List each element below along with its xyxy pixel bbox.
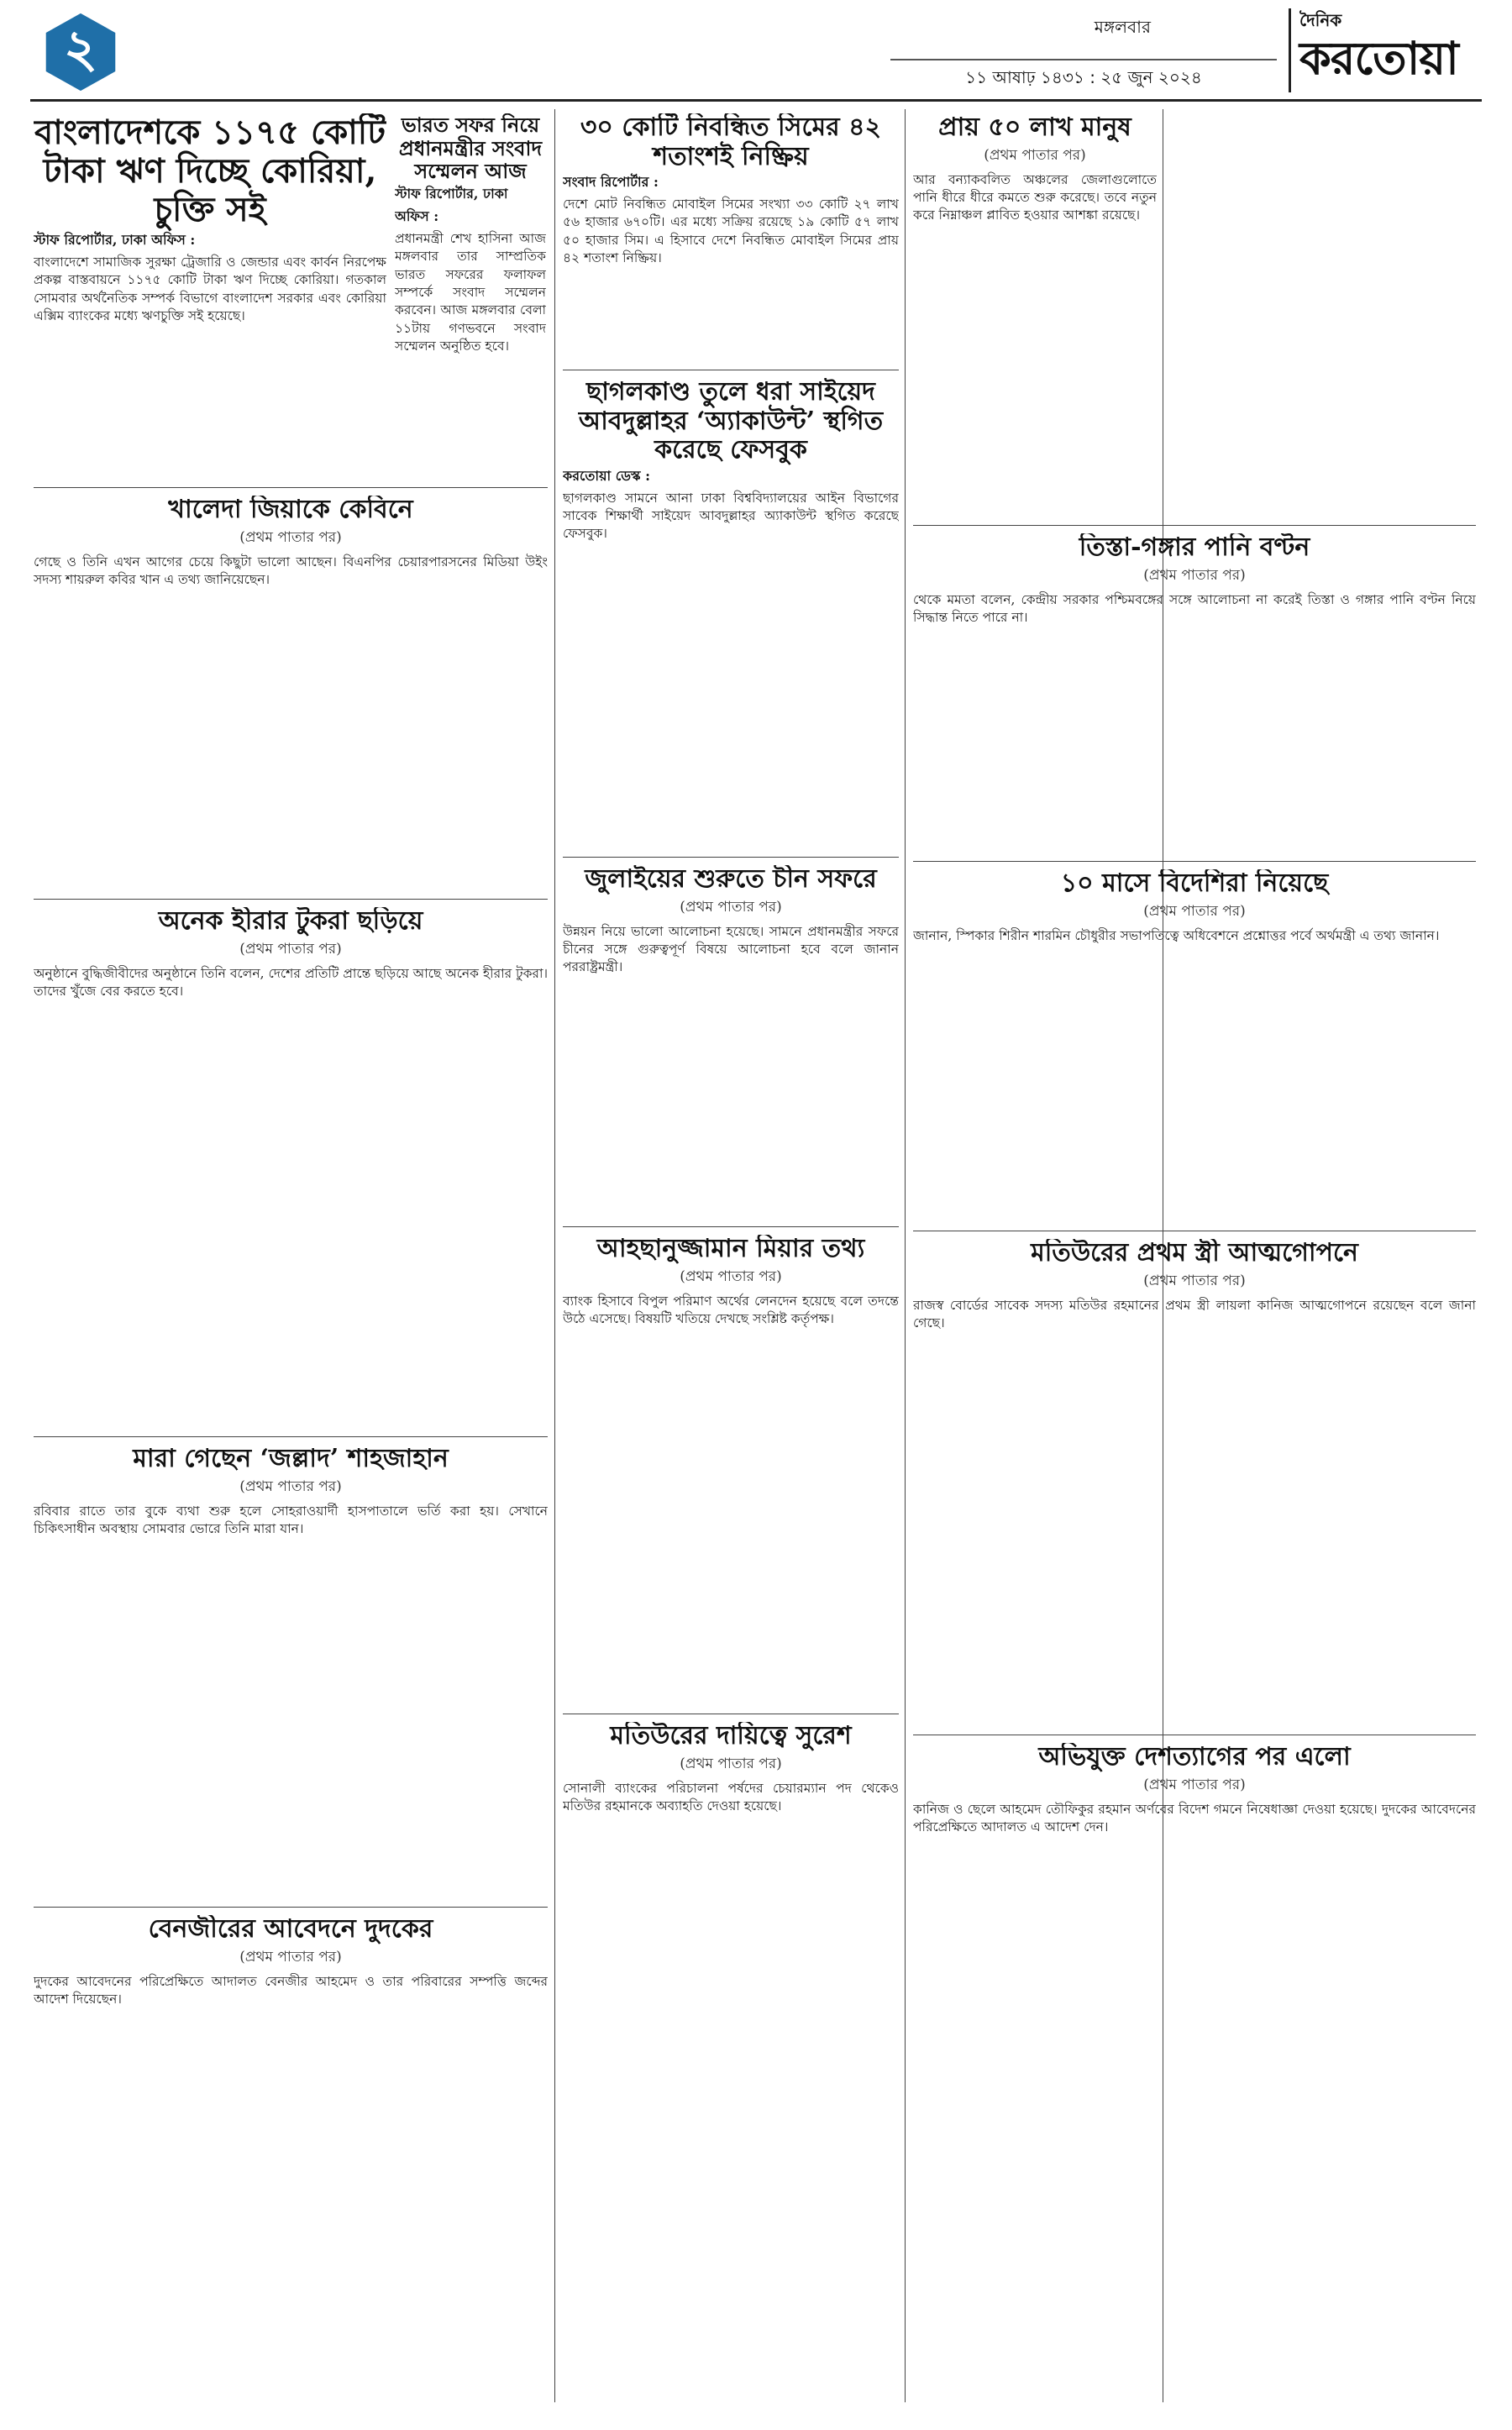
- article-body: রাজস্ব বোর্ডের সাবেক সদস্য মতিউর রহমানের প্রথম স্ত্রী লায়লা কানিজ আত্মগোপনে রয়েছেন বলে জানা গেছে।: [913, 1297, 1476, 1330]
- article-continuation: (প্রথম পাতার পর): [680, 898, 782, 916]
- article-headline: খালেদা জিয়াকে কেবিনে: [168, 496, 413, 524]
- article-body: রবিবার রাতে তার বুকে ব্যথা শুরু হলে সোহরাওয়ার্দী হাসপাতালে ভর্তি করা হয়। সেখানে চিকিৎসাধীন অবস্থায় সোমবার ভোরে তিনি মারা যান।: [34, 1503, 548, 1536]
- article-motiur-duty[interactable]: [563, 1722, 899, 2402]
- section-rule: [913, 525, 1476, 526]
- logo-small-text: দৈনিক: [1299, 10, 1342, 30]
- article-continuation: (প্রথম পাতার পর): [680, 1267, 782, 1285]
- header-day: মঙ্গলবার: [1094, 17, 1151, 37]
- article-body: বাংলাদেশে সামাজিক সুরক্ষা ট্রেজারি ও জেন্ডার এবং কার্বন নিরপেক্ষ প্রকল্প বাস্তবায়নে ১১৭৫ কোটি টাকা ঋণ দিচ্ছে কোরিয়া। গতকাল সোমবার অর্থনৈতিক সম্পর্ক বিভাগে বাংলাদেশ সরকার এবং কোরিয়া এক্সিম ব্যাংকের মধ্যে ঋণচুক্তি সই হয়েছে।: [34, 255, 386, 324]
- article-continuation: (প্রথম পাতার পর): [239, 528, 342, 546]
- article-headline: ভারত সফর নিয়ে প্রধানমন্ত্রীর সংবাদ সম্মেলন আজ: [398, 113, 543, 184]
- article-body: ব্যাংক হিসাবে বিপুল পরিমাণ অর্থের লেনদেন হয়েছে বলে তদন্তে উঠে এসেছে। বিষয়টি খতিয়ে দেখছে সংশ্লিষ্ট কর্তৃপক্ষ।: [563, 1293, 899, 1326]
- article-continuation: (প্রথম পাতার পর): [1143, 566, 1246, 584]
- article-accused[interactable]: [913, 1743, 1476, 2402]
- article-fb-account[interactable]: [563, 378, 899, 848]
- section-rule: [34, 1436, 548, 1437]
- article-body: গেছে ও তিনি এখন আগের চেয়ে কিছুটা ভালো আছেন। বিএনপির চেয়ারপারসনের মিডিয়া উইং সদস্য শায়রুল কবির খান এ তথ্য জানিয়েছেন।: [34, 554, 548, 587]
- article-china-visit[interactable]: [563, 865, 899, 1218]
- article-korea-loan[interactable]: [34, 113, 386, 483]
- article-headline: ৩০ কোটি নিবন্ধিত সিমের ৪২ শতাংশই নিষ্ক্রিয়: [580, 113, 882, 171]
- article-body: সোনালী ব্যাংকের পরিচালনা পর্ষদের চেয়ারম্যান পদ থেকেও মতিউর রহমানকে অব্যাহতি দেওয়া হয়েছে।: [563, 1780, 899, 1813]
- article-headline: অভিযুক্ত দেশত্যাগের পর এলো: [1038, 1743, 1351, 1771]
- article-continuation: (প্রথম পাতার পর): [239, 1948, 342, 1966]
- article-headline: জুলাইয়ের শুরুতে চীন সফরে: [585, 865, 877, 894]
- section-rule: [34, 899, 548, 900]
- article-body: জানান, স্পিকার শিরীন শারমিন চৌধুরীর সভাপতিত্বে অধিবেশনে প্রশ্নোত্তর পর্বে অর্থমন্ত্রী এ তথ্য জানান।: [913, 927, 1440, 943]
- article-body: উন্নয়ন নিয়ে ভালো আলোচনা হয়েছে। সামনে প্রধানমন্ত্রীর সফরে চীনের সঙ্গে গুরুত্বপূর্ণ বিষয়ে আলোচনা হবে বলে জানান পররাষ্ট্রমন্ত্রী।: [563, 923, 899, 975]
- article-body: ছাগলকাণ্ড সামনে আনা ঢাকা বিশ্ববিদ্যালয়ের আইন বিভাগের সাবেক শিক্ষার্থী সাইয়েদ আবদুল্লাহর অ্যাকাউন্ট স্থগিত করেছে ফেসবুক।: [563, 490, 899, 542]
- logo-big-text: করতোয়া: [1299, 32, 1458, 85]
- article-headline: অনেক হীরার টুকরা ছড়িয়ে: [158, 907, 423, 936]
- article-byline: করতোয়া ডেস্ক :: [563, 467, 650, 484]
- article-voters[interactable]: [913, 113, 1157, 517]
- header-rule: [30, 99, 1482, 102]
- article-headline: মারা গেছেন ‘জল্লাদ’ শাহজাহান: [133, 1445, 449, 1473]
- article-headline: বাংলাদেশকে ১১৭৫ কোটি টাকা ঋণ দিচ্ছে কোরিয়া, চুক্তি সই: [34, 113, 386, 229]
- section-rule: [34, 1907, 548, 1908]
- article-headline: আহছানুজ্জামান মিয়ার তথ্য: [596, 1235, 865, 1263]
- article-body: আর বন্যাকবলিত অঞ্চলের জেলাগুলোতে পানি ধীরে ধীরে কমতে শুরু করেছে। তবে নতুন করে নিম্নাঞ্চল প্লাবিত হওয়ার আশঙ্কা রয়েছে।: [913, 171, 1157, 223]
- article-body: দেশে মোট নিবন্ধিত মোবাইল সিমের সংখ্যা ৩৩ কোটি ২৭ লাখ ৫৬ হাজার ৬৭০টি। এর মধ্যে সক্রিয় রয়েছে ১৯ কোটি ৫৭ লাখ ৫০ হাজার সিম। এ হিসাবে দেশে নিবন্ধিত মোবাইল সিমের প্রায় ৪২ শতাংশ নিষ্ক্রিয়।: [563, 197, 899, 266]
- article-motiur-wife[interactable]: [913, 1239, 1476, 1726]
- article-body: থেকে মমতা বলেন, কেন্দ্রীয় সরকার পশ্চিমবঙ্গের সঙ্গে আলোচনা না করেই তিস্তা ও গঙ্গার পানি বণ্টন নিয়ে সিদ্ধান্ত নিতে পারে না।: [913, 591, 1476, 625]
- column-divider: [905, 109, 906, 2402]
- article-headline: মতিউরের প্রথম স্ত্রী আত্মগোপনে: [1031, 1239, 1358, 1267]
- article-continuation: (প্রথম পাতার পর): [1143, 1272, 1246, 1289]
- page-number: ২: [63, 17, 98, 79]
- header-date: ১১ আষাঢ় ১৪৩১ : ২৫ জুন ২০২৪: [890, 59, 1277, 93]
- article-body: প্রধানমন্ত্রী শেখ হাসিনা আজ মঙ্গলবার তার সাম্প্রতিক ভারত সফরের ফলাফল সম্পর্কে সংবাদ সম্মেলন করবেন। আজ মঙ্গলবার বেলা ১১টায় গণভবনে সংবাদ সম্মেলন অনুষ্ঠিত হবে।: [395, 230, 546, 354]
- article-sim-inactive[interactable]: [563, 113, 899, 365]
- newspaper-logo[interactable]: [1289, 8, 1482, 92]
- article-continuation: (প্রথম পাতার পর): [1143, 902, 1246, 920]
- page-header: [0, 0, 1512, 99]
- article-headline: মতিউরের দায়িত্বে সুরেশ: [610, 1722, 852, 1750]
- article-diamond[interactable]: [34, 907, 548, 1428]
- article-pm-india[interactable]: [395, 113, 546, 483]
- section-rule: [563, 1226, 899, 1227]
- article-continuation: (প্রথম পাতার পর): [680, 1755, 782, 1772]
- article-byline: স্টাফ রিপোর্টার, ঢাকা অফিস :: [34, 232, 196, 248]
- article-remittance[interactable]: [913, 869, 1476, 1222]
- section-rule: [34, 487, 548, 488]
- article-headline: তিস্তা-গঙ্গার পানি বণ্টন: [1079, 533, 1310, 562]
- article-teesta[interactable]: [913, 533, 1476, 853]
- article-jallad[interactable]: [34, 1445, 548, 1898]
- article-headline: ১০ মাসে বিদেশিরা নিয়েছে: [1060, 869, 1329, 898]
- article-continuation: (প্রথম পাতার পর): [1143, 1776, 1246, 1793]
- section-rule: [563, 857, 899, 858]
- article-continuation: (প্রথম পাতার পর): [239, 1477, 342, 1495]
- article-khaleda[interactable]: [34, 496, 548, 890]
- page-number-badge: [40, 12, 121, 92]
- article-headline: ছাগলকাণ্ড তুলে ধরা সাইয়েদ আবদুল্লাহর ‘অ্যাকাউন্ট’ স্থগিত করেছে ফেসবুক: [578, 378, 884, 464]
- article-continuation: (প্রথম পাতার পর): [239, 940, 342, 958]
- article-ahsanullah[interactable]: [563, 1235, 899, 1705]
- article-headline: প্রায় ৫০ লাখ মানুষ: [938, 113, 1131, 142]
- section-rule: [913, 861, 1476, 862]
- article-byline: সংবাদ রিপোর্টার :: [563, 174, 659, 190]
- article-body: দুদকের আবেদনের পরিপ্রেক্ষিতে আদালত বেনজীর আহমেদ ও তার পরিবারের সম্পত্তি জব্দের আদেশ দিয়েছেন।: [34, 1973, 548, 2007]
- article-benazir[interactable]: [34, 1915, 548, 2402]
- article-body: কানিজ ও ছেলে আহমেদ তৌফিকুর রহমান অর্ণবের বিদেশ গমনে নিষেধাজ্ঞা দেওয়া হয়েছে। দুদকের আবেদনের পরিপ্রেক্ষিতে আদালত এ আদেশ দেন।: [913, 1801, 1476, 1834]
- article-continuation: (প্রথম পাতার পর): [984, 146, 1086, 164]
- article-headline: বেনজীরের আবেদনে দুদকের: [148, 1915, 433, 1944]
- article-byline: স্টাফ রিপোর্টার, ঢাকা অফিস :: [395, 185, 508, 224]
- article-body: অনুষ্ঠানে বুদ্ধিজীবীদের অনুষ্ঠানে তিনি বলেন, দেশের প্রতিটি প্রান্তে ছড়িয়ে আছে অনেক হীরার টুকরা। তাদের খুঁজে বের করতে হবে।: [34, 965, 548, 999]
- column-divider: [554, 109, 555, 2402]
